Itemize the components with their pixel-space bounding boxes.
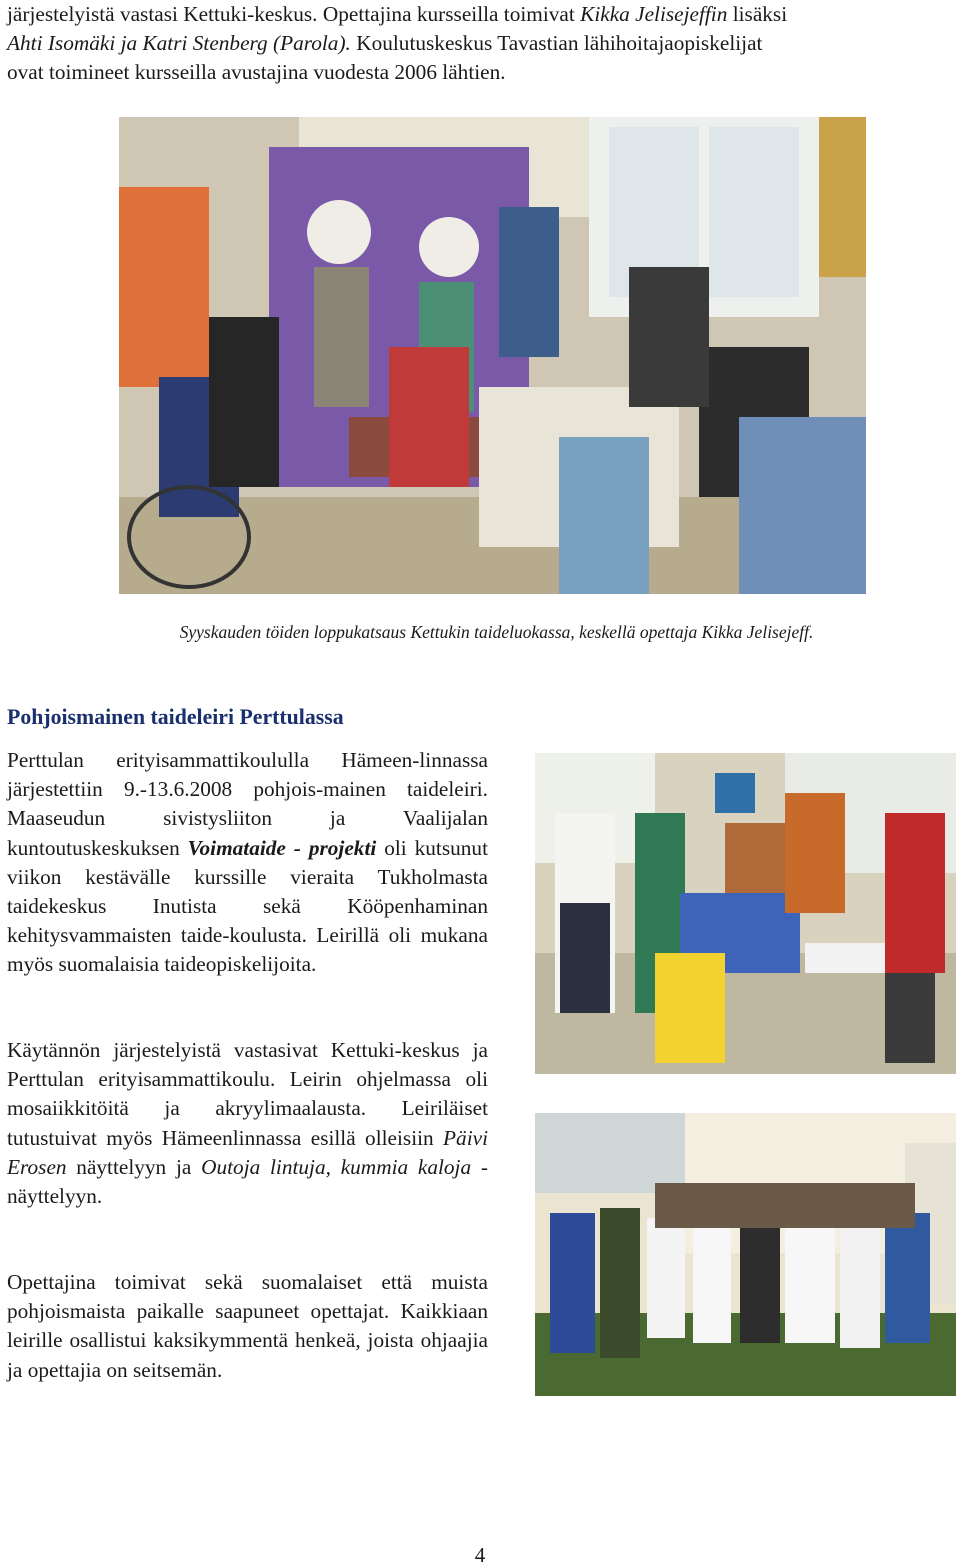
section-paragraph-3: Opettajina toimivat sekä suomalaiset että muista pohjoismaista paikalle saapuneet opettajat. Kaikkiaan leirille osallistui kaksikymmentä henkeä, joista ohjaajia ja opettajia on seitsemän.: [7, 1270, 488, 1382]
intro-line-3: [7, 58, 952, 87]
intro-line-3-a: ovat toimineet kursseilla avustajina vuodesta 2006 lähtien.: [7, 60, 506, 84]
intro-line-1-a: järjestelyistä vastasi Kettuki-keskus. Opettajina kursseilla toimivat: [7, 2, 581, 26]
paragraph-2-text-e: -näyttelyyn.: [7, 1154, 488, 1209]
intro-line-2-names: Ahti Isomäki ja Katri Stenberg (Parola).: [7, 31, 351, 55]
photo-group: [535, 1113, 956, 1396]
paragraph-1-project-name: Voimataide - projekti: [187, 835, 377, 860]
paragraph-2-exhibition-artist: Päivi Erosen: [7, 1125, 488, 1179]
workshop-photo-image: [535, 753, 956, 1074]
photo-classroom-caption: Syyskauden töiden loppukatsaus Kettukin taideluokassa, keskellä opettaja Kikka Jelisejeff.: [179, 622, 814, 642]
section-paragraph-2: [7, 1036, 488, 1211]
section-paragraph-1: [7, 746, 488, 980]
section-heading: Pohjoismainen taideleiri Perttulassa: [7, 705, 344, 729]
paragraph-2-text-c: näyttelyyn ja: [66, 1154, 202, 1179]
paragraph-2-exhibition-title: Outoja lintuja, kummia kaloja: [201, 1154, 472, 1179]
intro-line-1-c: lisäksi: [727, 2, 788, 26]
paragraph-1-text-c: oli kutsunut viikon kestävälle kurssille vieraita Tukholmasta taidekeskus Inutista sekä Kööpenhaminan kehitysvammaisten taide-koulusta. Leirillä oli mukana myös suomalaisia taideopiskelijoita.: [7, 835, 488, 977]
paragraph-1-text-a: Perttulan erityisammattikoululla Hämeen-linnassa järjestettiin 9.-13.6.2008 pohjois-mainen taideleiri. Maaseudun sivistysliiton ja Vaalijalan kuntoutuskeskuksen: [7, 748, 488, 860]
intro-line-2: [7, 29, 952, 58]
photo-classroom: [119, 117, 866, 594]
page-number: 4: [474, 1543, 486, 1567]
paragraph-2-text-a: Käytännön järjestelyistä vastasivat Kettuki-keskus ja Perttulan erityisammattikoulu. Leirin ohjelmassa oli mosaiikkitöitä ja akryylimaalausta. Leiriläiset tutustuivat myös Hämeenlinnassa esillä olleisiin: [7, 1038, 488, 1150]
intro-line-1-name: Kikka Jelisejeffin: [580, 2, 728, 26]
group-photo-image: [535, 1113, 956, 1396]
classroom-photo-image: [119, 117, 866, 594]
photo-painting-workshop: [535, 753, 956, 1074]
intro-line-2-b: Koulutuskeskus Tavastian lähihoitajaopiskelijat: [350, 31, 763, 55]
intro-line-1: [7, 0, 952, 29]
